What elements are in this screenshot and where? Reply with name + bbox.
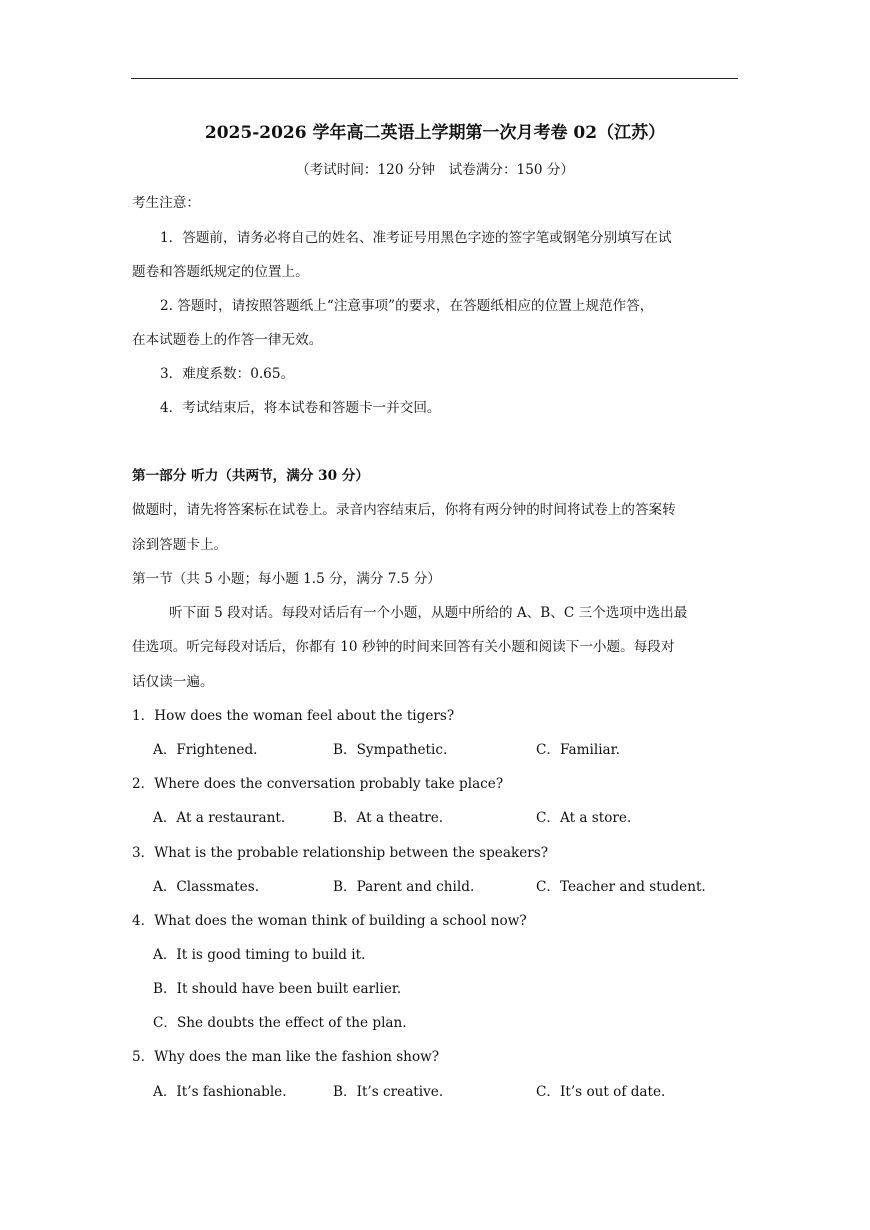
notice-item-2-line-1: 2. 答题时，请按照答题纸上“注意事项”的要求，在答题纸相应的位置上规范作答， <box>160 298 654 314</box>
notice-heading: 考生注意： <box>132 195 200 211</box>
question-3-option-b: B．Parent and child. <box>333 879 475 895</box>
question-5-option-c: C．It’s out of date. <box>536 1084 666 1100</box>
question-5-option-b: B．It’s creative. <box>333 1084 444 1100</box>
question-2-stem: 2．Where does the conversation probably take place? <box>132 776 504 792</box>
question-5-stem: 5．Why does the man like the fashion show? <box>132 1049 440 1065</box>
question-2-option-c: C．At a store. <box>536 810 632 826</box>
question-3-option-c: C．Teacher and student. <box>536 879 706 895</box>
exam-title: 2025-2026 学年高二英语上学期第一次月考卷 02（江苏） <box>204 123 666 143</box>
question-3-option-a: A．Classmates. <box>153 879 260 895</box>
question-4-option-b: B．It should have been built earlier. <box>153 981 402 997</box>
part-1-intro-line-2: 涂到答题卡上。 <box>132 537 228 553</box>
part-1-intro-line-1: 做题时，请先将答案标在试卷上。录音内容结束后，你将有两分钟的时间将试卷上的答案转 <box>132 502 676 518</box>
question-4-option-a: A．It is good timing to build it. <box>153 947 366 963</box>
direction-line-3: 话仅读一遍。 <box>132 674 214 690</box>
question-5-option-a: A．It’s fashionable. <box>153 1084 287 1100</box>
question-1-option-a: A．Frightened. <box>153 742 258 758</box>
part-1-heading: 第一部分 听力（共两节，满分 30 分） <box>132 468 370 484</box>
question-1-option-c: C．Familiar. <box>536 742 620 758</box>
question-4-stem: 4．What does the woman think of building a school now? <box>132 913 527 929</box>
direction-line-1: 听下面 5 段对话。每段对话后有一个小题，从题中所给的 A、B、C 三个选项中选出最 <box>169 605 688 621</box>
notice-item-4: 4．考试结束后，将本试卷和答题卡一并交回。 <box>160 400 441 416</box>
notice-item-2-line-2: 在本试题卷上的作答一律无效。 <box>132 332 323 348</box>
direction-line-2: 佳选项。听完每段对话后，你都有 10 秒钟的时间来回答有关小题和阅读下一小题。每段对 <box>132 639 675 655</box>
section-1-heading: 第一节（共 5 小题；每小题 1.5 分，满分 7.5 分） <box>132 571 441 587</box>
notice-item-3: 3．难度系数：0.65。 <box>160 366 295 382</box>
notice-item-1-line-1: 1．答题前，请务必将自己的姓名、准考证号用黑色字迹的签字笔或钢笔分别填写在试 <box>160 230 672 246</box>
question-1-stem: 1．How does the woman feel about the tigers? <box>132 708 455 724</box>
header-rule <box>131 78 738 79</box>
notice-item-1-line-2: 题卷和答题纸规定的位置上。 <box>132 264 309 280</box>
question-3-stem: 3．What is the probable relationship between the speakers? <box>132 845 549 861</box>
question-2-option-a: A．At a restaurant. <box>153 810 286 826</box>
exam-subtitle: （考试时间：120 分钟 试卷满分：150 分） <box>295 162 575 178</box>
question-1-option-b: B．Sympathetic. <box>333 742 448 758</box>
question-2-option-b: B．At a theatre. <box>333 810 444 826</box>
question-4-option-c: C．She doubts the effect of the plan. <box>153 1015 407 1031</box>
